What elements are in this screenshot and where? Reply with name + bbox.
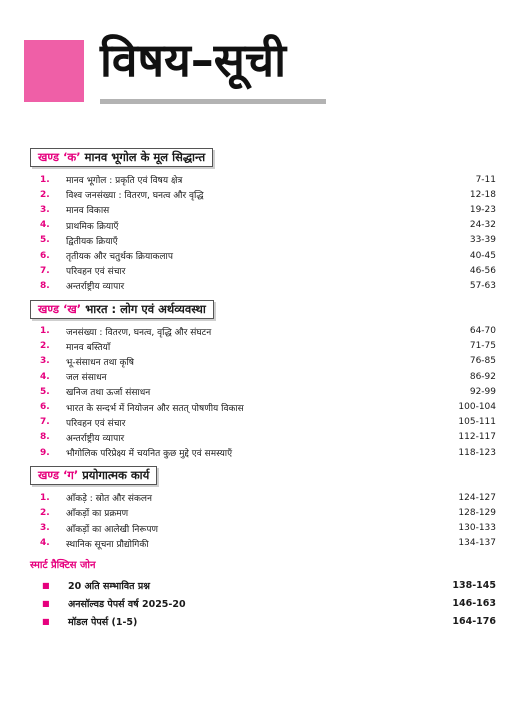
toc-item[interactable] (30, 384, 496, 399)
item-pages: 71-75 (469, 341, 496, 352)
title-underline (100, 99, 326, 104)
item-title: परिवहन एवं संचार (66, 418, 126, 429)
toc-item[interactable] (30, 263, 496, 278)
item-title: आँकड़ों का प्रक्रमण (66, 509, 129, 520)
item-number: 4. (40, 371, 50, 382)
item-pages: 33-39 (469, 235, 496, 246)
item-title: विश्व जनसंख्या : वितरण, घनत्व और वृद्धि (66, 191, 204, 202)
item-number: 3. (40, 356, 50, 367)
item-pages: 105-111 (458, 417, 496, 428)
item-title: खनिज तथा ऊर्जा संसाधन (66, 388, 151, 399)
item-title: प्राथमिक क्रियाएँ (66, 221, 119, 232)
item-number: 3. (40, 523, 50, 534)
toc-item[interactable] (30, 324, 496, 339)
section-tag: खण्ड ‘ख’ (38, 301, 82, 316)
section-kha (30, 298, 496, 461)
toc-item[interactable] (30, 172, 496, 187)
item-title: आँकड़ों का आलेखी निरूपण (66, 524, 159, 535)
header-color-block (24, 40, 84, 102)
toc-item[interactable] (30, 218, 496, 233)
item-title: अन्तर्राष्ट्रीय व्यापार (66, 282, 125, 293)
item-number: 5. (40, 235, 50, 246)
section-header (30, 148, 213, 167)
item-title: द्वितीयक क्रियाएँ (66, 236, 118, 247)
item-number: 8. (40, 280, 50, 291)
item-number: 3. (40, 204, 50, 215)
item-pages: 64-70 (469, 326, 496, 337)
item-title: अनसॉल्वड पेपर्स वर्ष 2025-20 (68, 599, 186, 611)
item-pages: 40-45 (469, 250, 496, 261)
item-title: मॉडल पेपर्स (1-5) (68, 617, 138, 629)
section-title: भारत : लोग एवं अर्थव्यवस्था (85, 301, 206, 316)
smart-item[interactable] (30, 613, 496, 631)
toc-item[interactable] (30, 339, 496, 354)
item-pages: 57-63 (469, 280, 496, 291)
toc-item[interactable] (30, 505, 496, 520)
item-pages: 7-11 (475, 174, 496, 185)
toc-item[interactable] (30, 415, 496, 430)
item-number: 1. (40, 492, 50, 503)
item-number: 9. (40, 447, 50, 458)
toc-item[interactable] (30, 278, 496, 293)
item-pages: 138-145 (452, 580, 496, 592)
item-number: 1. (40, 174, 50, 185)
item-pages: 130-133 (458, 523, 496, 534)
item-number: 8. (40, 432, 50, 443)
item-pages: 118-123 (458, 447, 496, 458)
item-number: 6. (40, 402, 50, 413)
item-title: 20 अति सम्भावित प्रश्न (68, 581, 150, 593)
item-number: 2. (40, 507, 50, 518)
toc-item[interactable] (30, 248, 496, 263)
item-pages: 134-137 (458, 538, 496, 549)
item-pages: 164-176 (452, 616, 496, 628)
item-number: 2. (40, 341, 50, 352)
section-title: मानव भूगोल के मूल सिद्धान्त (84, 150, 206, 164)
toc-content (30, 146, 496, 631)
section-tag: खण्ड ‘ग’ (38, 468, 79, 483)
item-number: 5. (40, 386, 50, 397)
item-pages: 46-56 (469, 265, 496, 276)
smart-item[interactable] (30, 595, 496, 613)
item-title: अन्तर्राष्ट्रीय व्यापार (66, 433, 125, 444)
item-title: परिवहन एवं संचार (66, 267, 126, 278)
toc-item[interactable] (30, 354, 496, 369)
square-bullet-icon: ■ (42, 617, 50, 627)
item-pages: 19-23 (469, 204, 496, 215)
item-pages: 124-127 (458, 492, 496, 503)
item-title: आँकड़े : स्रोत और संकलन (66, 494, 153, 505)
square-bullet-icon: ■ (42, 581, 50, 591)
item-number: 1. (40, 326, 50, 337)
item-title: तृतीयक और चतुर्थक क्रियाकलाप (66, 252, 173, 263)
section-header (30, 466, 157, 485)
item-title: भौगोलिक परिप्रेक्ष्य में चयनित कुछ मुद्दे एवं समस्याएँ (66, 449, 233, 460)
item-title: मानव बस्तियाँ (66, 342, 111, 353)
item-number: 4. (40, 220, 50, 231)
toc-item[interactable] (30, 233, 496, 248)
item-title: मानव विकास (66, 206, 110, 217)
section-tag: खण्ड ‘क’ (38, 150, 81, 164)
item-pages: 146-163 (452, 598, 496, 610)
item-number: 6. (40, 250, 50, 261)
item-pages: 76-85 (469, 356, 496, 367)
toc-item[interactable] (30, 521, 496, 536)
item-title: मानव भूगोल : प्रकृति एवं विषय क्षेत्र (66, 176, 183, 187)
item-pages: 128-129 (458, 507, 496, 518)
section-title: प्रयोगात्मक कार्य (82, 468, 150, 483)
section-ka (30, 146, 496, 294)
item-title: भू-संसाधन तथा कृषि (66, 357, 134, 368)
item-title: जनसंख्या : वितरण, घनत्व, वृद्धि और संघटन (66, 327, 212, 338)
toc-item[interactable] (30, 202, 496, 217)
item-pages: 86-92 (469, 371, 496, 382)
toc-item[interactable] (30, 536, 496, 551)
section-header (30, 300, 214, 319)
item-pages: 12-18 (469, 189, 496, 200)
item-pages: 92-99 (469, 386, 496, 397)
smart-item[interactable] (30, 577, 496, 595)
item-title: भारत के सन्दर्भ में नियोजन और सतत् पोषणीय विकास (66, 403, 244, 414)
item-pages: 112-117 (458, 432, 496, 443)
item-pages: 24-32 (469, 220, 496, 231)
item-number: 7. (40, 417, 50, 428)
item-number: 2. (40, 189, 50, 200)
smart-practice-title: स्मार्ट प्रैक्टिस जोन (30, 559, 96, 571)
toc-item[interactable] (30, 187, 496, 202)
square-bullet-icon: ■ (42, 599, 50, 609)
toc-item[interactable] (30, 430, 496, 445)
item-title: जल संसाधन (66, 373, 107, 384)
toc-item[interactable] (30, 399, 496, 414)
item-number: 7. (40, 265, 50, 276)
item-title: स्थानिक सूचना प्रौद्योगिकी (66, 539, 149, 550)
toc-item[interactable] (30, 369, 496, 384)
section-ga (30, 464, 496, 551)
toc-item[interactable] (30, 490, 496, 505)
page-title: विषय–सूची (100, 33, 286, 87)
item-pages: 100-104 (458, 402, 496, 413)
item-number: 4. (40, 538, 50, 549)
toc-item[interactable] (30, 445, 496, 460)
